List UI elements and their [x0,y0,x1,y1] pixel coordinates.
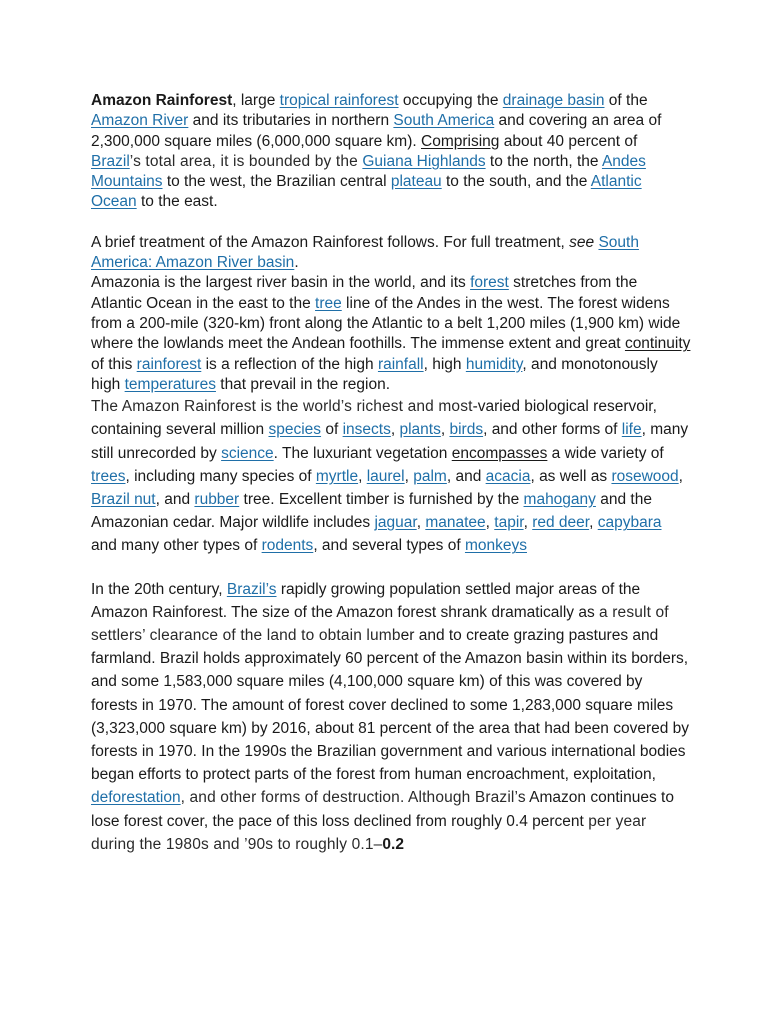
text-run: continuity [624,335,691,353]
inline-link[interactable]: myrtle [315,467,359,485]
text-run: , [485,514,495,532]
text-run: In the 20th century, [91,580,227,598]
inline-link[interactable]: drainage basin [502,92,605,109]
text-run: a wide variety of [547,444,664,462]
inline-link[interactable]: rainfall [377,355,424,373]
text-run: , as well as [530,467,612,485]
inline-link[interactable]: Amazon River [91,112,189,130]
inline-link[interactable]: South America: Amazon River basin [91,233,639,272]
text-run: see [569,233,595,251]
inline-link[interactable]: plants [399,421,441,439]
text-run: of [321,421,343,439]
text-run: occupying the [398,92,503,109]
text-run: tree. Excellent timber is furnished by the [239,490,524,508]
text-run: , [416,514,426,532]
text-run: , and [155,490,195,508]
text-run: Amazon Rainforest [91,92,233,109]
text-run: and the Amazonian cedar. Major wildlife includes [91,490,652,532]
inline-link[interactable]: jaguar [374,514,417,532]
text-run: is a reflection of the high [201,355,378,373]
inline-link[interactable]: rodents [261,537,314,555]
text-run: , including many species of [125,467,316,485]
text-run: per year during the 1980s and ’90s to roughly 0.1– [91,812,647,853]
inline-link[interactable]: forest [470,274,509,292]
text-run: , [358,467,367,485]
article-body [91,91,691,856]
text-run: , many still unrecorded by [91,421,689,462]
inline-link[interactable]: Guiana Highlands [362,152,486,170]
text-run: , and other forms of [483,421,622,439]
text-run: to the north, the [485,152,602,170]
text-run: stretches from the Atlantic Ocean in the east to the [91,274,638,312]
inline-link[interactable]: tropical rainforest [279,92,399,109]
inline-link[interactable]: trees [91,467,126,485]
text-run: , and [446,467,486,485]
inline-link[interactable]: capybara [597,514,662,532]
inline-link[interactable]: rainforest [136,355,202,373]
inline-link[interactable]: rubber [194,490,240,508]
text-run: 0.2 [382,835,404,853]
text-run: er and to create grazing pastures and farmland. Brazil holds approximately 60 percent of the Amazon basin within its borders, and some 1,583,000 square miles (4,100,000 square km) of this was covered by forests in 1970. The amount of forest cover declined to some 1,283,000 square miles (3,323,000 square km) by 2016, about 81 percent of the area that had been covered by forests in 1970. In the 1990s the Brazilian government and various international bodies began efforts to protect parts of the forest from human encroachment, exploitation, [91,626,690,784]
text-run: , [404,467,414,485]
text-run: A brief treatment of the Amazon Rainforest follows. For full treatment, [91,233,570,251]
text-run: encompasses [451,444,548,462]
inline-link[interactable]: plateau [390,173,442,191]
inline-link[interactable]: Atlantic Ocean [91,173,642,211]
inline-link[interactable]: Andes Mountains [91,152,646,191]
inline-link[interactable]: science [221,444,274,462]
inline-link[interactable]: deforestation [91,789,181,807]
text-run: to the south, and the [441,173,591,191]
paragraph-brief-treatment [91,233,691,274]
inline-link[interactable]: mahogany [523,490,596,508]
inline-link[interactable]: laurel [366,467,405,485]
text-run: and many other types of [91,537,262,555]
text-run: Amazon continues to lose forest cover, the pace of this loss declined from roughly 0.4 percent [91,789,674,830]
text-run: to the east. [136,193,218,211]
inline-link[interactable]: species [268,421,322,439]
inline-link[interactable]: Brazil’s [226,580,277,598]
inline-link[interactable]: Brazil nut [91,490,156,508]
text-run: The Amazon Rainforest is the world’s richest and most [91,398,473,416]
text-run: , high [423,355,466,373]
text-run: , [678,467,683,485]
inline-link[interactable]: manatee [425,514,486,532]
text-run: a result of settlers’ clearance of the land to obtain lumb [91,603,669,644]
inline-link[interactable]: tree [315,294,342,312]
text-run: of this [91,355,137,373]
text-run: to the west, the Brazilian central [162,173,391,191]
inline-link[interactable]: rosewood [611,467,679,485]
text-run: . [294,254,299,272]
text-run: Comprising [421,132,500,150]
inline-link[interactable]: tapir [494,514,524,532]
paragraph-20th-century [91,578,691,856]
inline-link[interactable]: monkeys [464,537,527,555]
text-run: of the [604,92,648,109]
text-run: and its tributaries in northern [188,112,394,130]
inline-link[interactable]: birds [449,421,484,439]
inline-link[interactable]: life [621,421,642,439]
text-run: , [589,514,598,532]
inline-link[interactable]: insects [342,421,391,439]
paragraph-biodiversity [91,395,691,557]
inline-link[interactable]: Brazil [91,152,130,170]
text-run: , and monotonously high [91,355,658,393]
inline-link[interactable]: temperatures [124,375,216,393]
text-run: that prevail in the region. [215,375,391,393]
paragraph-intro [91,91,691,213]
text-run: , [523,514,533,532]
inline-link[interactable]: South America [393,112,495,130]
text-run: . The luxuriant vegetation [273,444,452,462]
paragraph-amazonia [91,273,691,395]
text-run: , and other forms of destruction. Although Brazil’s [180,789,526,807]
text-run: Amazonia is the largest river basin in the world, and its [91,274,471,292]
text-run: rapidly growing population settled major areas of the Amazon Rainforest. The size of the Amazon forest shrank dramatically as [91,580,641,621]
text-run: and covering an area of 2,300,000 square miles (6,000,000 square km). [91,112,662,150]
text-run: line of the Andes in the west. The forest widens from a 200-mile (320-km) front along the Atlantic to a belt 1,200 miles (1,900 km) wide where the lowlands meet the Andean foothills. The immense extent and great [91,294,681,353]
inline-link[interactable]: acacia [485,467,531,485]
text-run: about 40 percent of [499,132,638,150]
inline-link[interactable]: humidity [465,355,523,373]
inline-link[interactable]: palm [413,467,447,485]
text-run: , large [232,92,280,109]
text-run: -varied biological reservoir, containing several million [91,398,657,439]
text-run: , and several types of [313,537,465,555]
text-run: , [390,421,400,439]
inline-link[interactable]: red deer [532,514,590,532]
text-run: ’s total area, it is bounded by the [129,152,363,170]
text-run: , [440,421,450,439]
